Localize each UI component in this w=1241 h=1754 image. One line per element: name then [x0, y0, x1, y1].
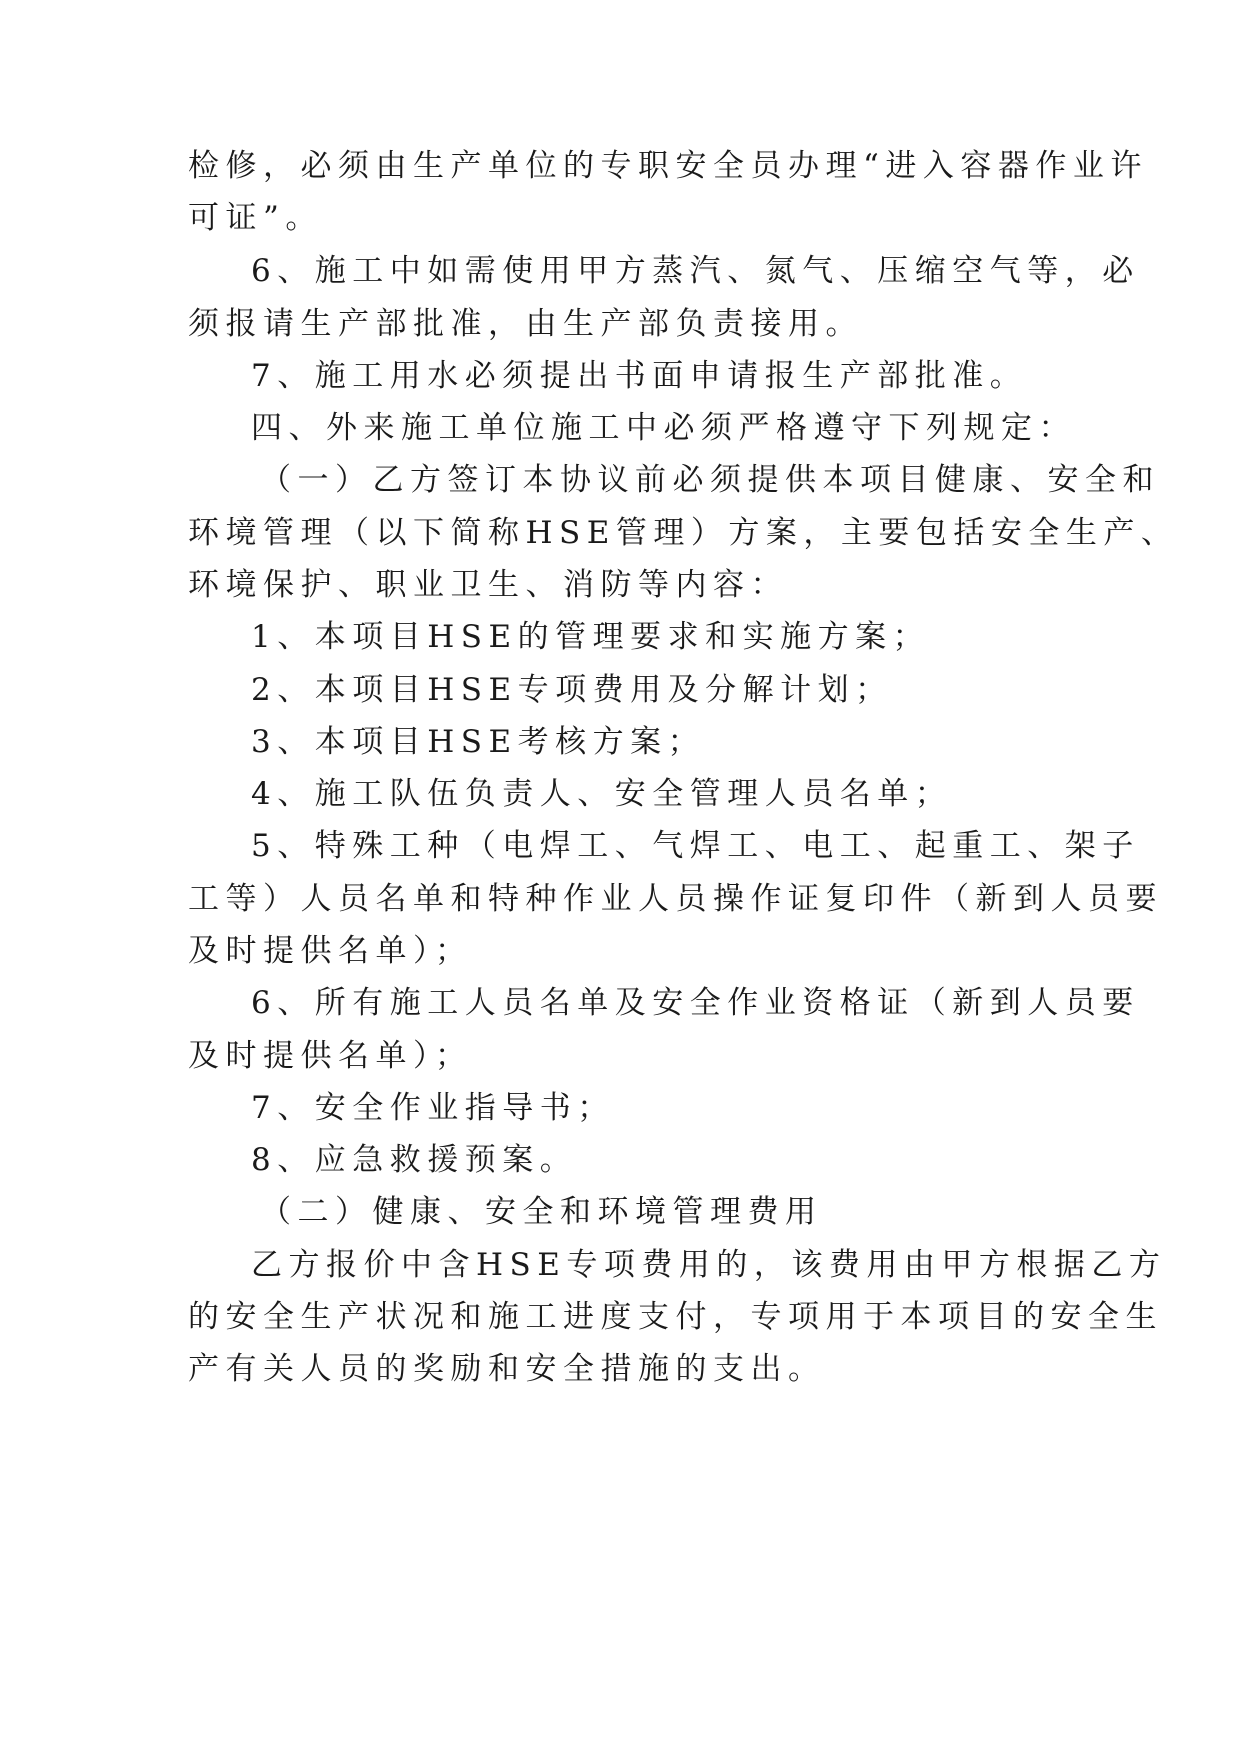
list-item: 8、应急救援预案。 [251, 1142, 578, 1178]
text-line: 检修，必须由生产单位的专职安全员办理“进入容器作业许 [188, 148, 1148, 184]
subsection-heading: （二）健康、安全和环境管理费用 [260, 1194, 823, 1230]
text-line: 须报请生产部批准，由生产部负责接用。 [188, 306, 863, 342]
text-line: 的安全生产状况和施工进度支付，专项用于本项目的安全生 [188, 1299, 1163, 1335]
text-line: （一）乙方签订本协议前必须提供本项目健康、安全和 [260, 462, 1160, 498]
list-item: 4、施工队伍负责人、安全管理人员名单； [251, 776, 953, 812]
text-line: 及时提供名单）； [188, 1038, 473, 1074]
text-line: 工等）人员名单和特种作业人员操作证复印件（新到人员要 [188, 881, 1163, 917]
section-heading: 四、外来施工单位施工中必须严格遵守下列规定： [251, 410, 1076, 446]
text-line: 环境管理（以下简称HSE管理）方案，主要包括安全生产、 [188, 515, 1179, 551]
text-line: 可证”。 [188, 200, 323, 236]
text-line: 环境保护、职业卫生、消防等内容： [188, 567, 788, 603]
text-line: 乙方报价中含HSE专项费用的，该费用由甲方根据乙方 [251, 1247, 1167, 1283]
text-line: 产有关人员的奖励和安全措施的支出。 [188, 1351, 826, 1387]
text-line: 及时提供名单）； [188, 933, 473, 969]
list-item: 5、特殊工种（电焊工、气焊工、电工、起重工、架子 [251, 828, 1140, 864]
list-item: 3、本项目HSE考核方案； [251, 724, 706, 760]
text-line: 6、施工中如需使用甲方蒸汽、氮气、压缩空气等，必 [251, 253, 1140, 289]
list-item: 7、安全作业指导书； [251, 1090, 615, 1126]
list-item: 1、本项目HSE的管理要求和实施方案； [251, 619, 931, 655]
text-line: 7、施工用水必须提出书面申请报生产部批准。 [251, 358, 1028, 394]
list-item: 2、本项目HSE专项费用及分解计划； [251, 672, 893, 708]
list-item: 6、所有施工人员名单及安全作业资格证（新到人员要 [251, 985, 1140, 1021]
